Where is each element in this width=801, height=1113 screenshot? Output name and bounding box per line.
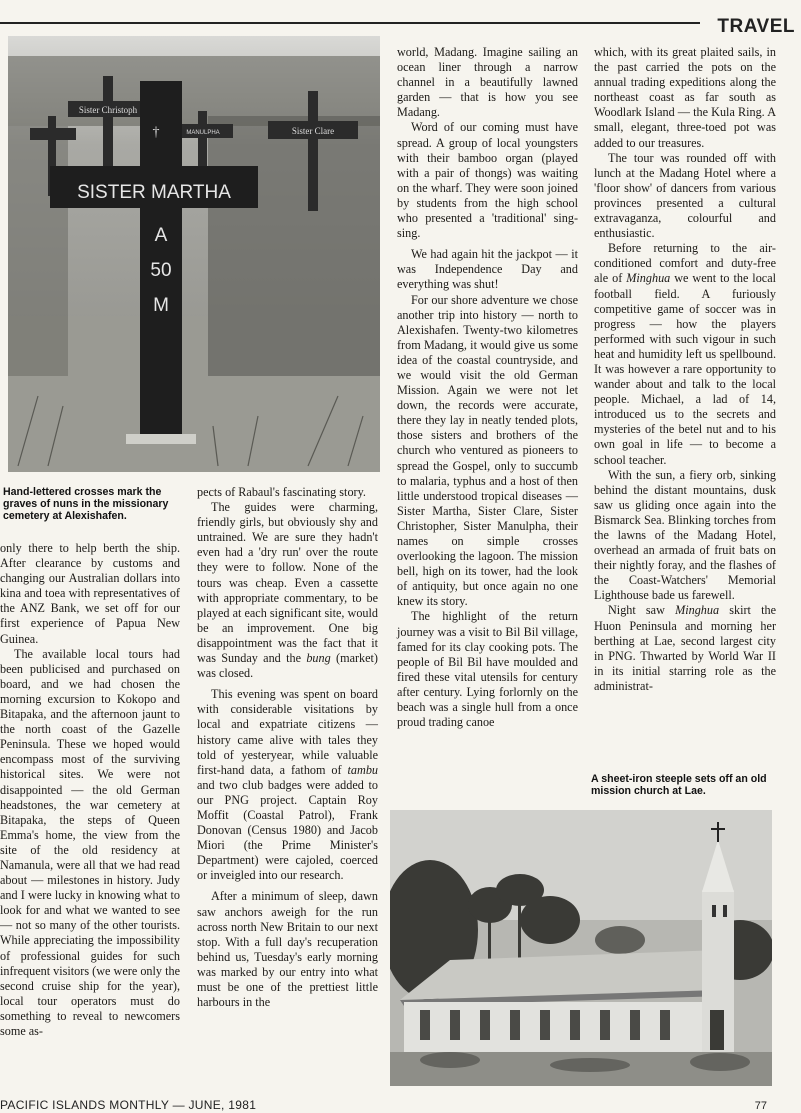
cemetery-caption: Hand-lettered crosses mark the graves of nuns in the missionary cemetery at Alexishafen. xyxy=(3,486,169,522)
column-1 xyxy=(0,541,180,1039)
cross-line-1: A xyxy=(154,225,168,246)
header-rule xyxy=(0,22,700,24)
cross-name-text: SISTER MARTHA xyxy=(77,182,231,203)
col3-paragraph-1: world, Madang. Imagine sailing an ocean liner through a narrow channel in a beautifully lawned garden — that is how you see Madang. xyxy=(397,45,578,120)
column-3 xyxy=(397,45,578,730)
col2-paragraph-4: After a minimum of sleep, dawn saw anchors aweigh for the run across north New Britain to our next stop. With a full day's recuperation behind us, Tuesday's early morning was marked by our entry into what must be one of the prettiest little harbours in the xyxy=(197,889,378,1010)
cross-small-left-text: Sister Christoph xyxy=(78,105,138,115)
col3-paragraph-4: For our shore adventure we chose another trip into history — north to Alexishafen. Twenty-two kilometres from Madang, it would give us some idea of the coastal countryside, and we would visit the old German Mission. Again we were not let down, the records were accurate, there they lay in neatly tended plots, those sisters and brothers of the church who ventured as pioneers to spread the Gospel, only to succumb to malaria, typhus and a host of then little understood tropical diseases — Sister Martha, Sister Clare, Sister Christopher, Sister Manulpha, their names on simple crosses overlooking the lagoon. The mission bell, high on its tower, had the look of antiquity, but once again no one knew its story. xyxy=(397,292,578,609)
cross-small-mid-text: MANULPHA xyxy=(186,130,220,136)
cross-small-right-text: Sister Clare xyxy=(291,126,335,136)
page-number: 77 xyxy=(754,1100,767,1112)
col4-paragraph-3: Before returning to the air-conditioned comfort and duty-free ale of Minghua we went to the local football field. A furiously competitive game of soccer was in progress — how the players performed with such vigour in such heat and humidity left us spellbound. It was however a rare opportunity to wander about and talk to the local people. Michael, a lad of 14, introduced us to the secrets and mysteries of the betel nut and to his own goal in life — to become a school teacher. xyxy=(594,241,776,467)
col3-paragraph-3: We had again hit the jackpot — it was Independence Day and everything was shut! xyxy=(397,247,578,292)
col4-paragraph-5: Night saw Minghua skirt the Huon Peninsula and morning her berthing at Lae, second largest city in PNG. Thwarted by World War II in its initial starring role as the administrat- xyxy=(594,603,777,693)
col2-paragraph-2: The guides were charming, friendly girls, but obviously shy and untrained. We are sure they hadn't even had a 'dry run' over the route they were to follow. None of the tours was cheap. Even a cassette with appropriate commentary, to be played at each significant site, would be an improvement. One big disappointment was the fact that it was Sunday and the bung (market) was closed. xyxy=(197,500,378,681)
col3-paragraph-5: The highlight of the return journey was a visit to Bil Bil village, famed for its clay cooking pots. The people of Bil Bil have moulded and fired these vital utensils for century after century. Lying forlornly on the beach was a single hull from a once proud trading canoe xyxy=(397,609,578,730)
col4-paragraph-2: The tour was rounded off with lunch at the Madang Hotel where a 'floor show' of dancers from various provinces presented a cultural extravaganza, colourful and enthusiastic. xyxy=(594,150,776,241)
col3-paragraph-2: Word of our coming must have spread. A group of local youngsters with their bamboo organ (played with a pair of thongs) was waiting on the wharf. They were soon joined by students from the high school who presented a 'traditional' sing-sing. xyxy=(397,120,578,241)
col4-paragraph-4: With the sun, a fiery orb, sinking behind the distant mountains, dusk saw us gliding once again into the Bismarck Sea. Blinking torches from the lawns of the Madang Hotel, overhead an armada of fruit bats on their nightly foray, and the flashes of the Coast-Watchers' Memorial Lighthouse bade us farewell. xyxy=(594,467,776,603)
cross-line-3: M xyxy=(153,295,169,316)
cemetery-photo xyxy=(8,36,380,472)
church-photo xyxy=(390,810,772,1086)
col4-paragraph-1: which, with its great plaited sails, in the past carried the pots on the annual trading expeditions along the northeast coast as far south as Woodlark Island — the Kula Ring. A small, elegant, three-toed pot was added to our treasures. xyxy=(594,45,776,150)
col2-paragraph-1: pects of Rabaul's fascinating story. xyxy=(197,485,366,499)
col2-paragraph-3: This evening was spent on board with considerable visitations by local and expatriate citizens — history came alive with tales they told of yesteryear, while valuable first-hand data, a fathom of tambu and two club badges were added to our PNG project. Captain Roy Moffit (Coastal Patrol), Frank Donovan (Census 1980) and Jacob Miori (the Prime Minister's Department) were cajoled, coerced or inveigled into our research. xyxy=(197,687,378,883)
footer-publication: PACIFIC ISLANDS MONTHLY — JUNE, 1981 xyxy=(0,1098,257,1112)
column-4 xyxy=(594,45,776,694)
church-caption: A sheet-iron steeple sets off an old mission church at Lae. xyxy=(591,773,767,797)
col1-paragraph-1: only there to help berth the ship. After clearance by customs and changing our Australian dollars into kina and toea with representatives of the ANZ Bank, we set off for our first experience of Papua New Guinea. xyxy=(0,541,180,646)
column-2 xyxy=(197,485,378,1010)
cross-line-2: 50 xyxy=(150,260,172,281)
col1-paragraph-2: The available local tours had been publicised and purchased on board, and we had chosen the morning excursion to Kokopo and Bitapaka, and the afternoon jaunt to the north coast of the Gazelle Peninsula. These we hoped would encompass most of the surviving historical sites. We were not disappointed — the old German headstones, the war cemetery at Bitapaka, the steps of Queen Emma's home, the view from the site of the old residency at Namanula, were all that we had read about — milestones in history. Judy and I were lucky in knowing what to look for and what we wanted to see — not so many of the other tourists. While appreciating the impossibility of professional guides for such infrequent visitors (we were only the second cruise ship for the year), local tour operators must do something to reveal to newcomers some as- xyxy=(0,646,180,1038)
svg-text:†: † xyxy=(152,125,160,140)
section-heading: TRAVEL xyxy=(717,16,795,37)
